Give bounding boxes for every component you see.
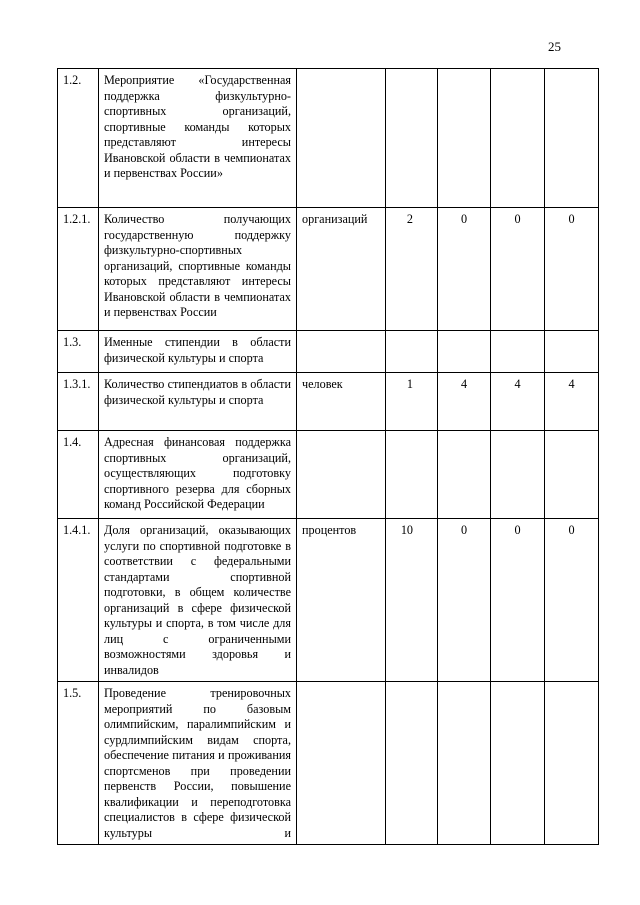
row-unit [297, 431, 386, 519]
row-name: Количество получающих государственную поддержку физкультурно-спортивных организаций, спортивные команды которых представляют интересы Ивановской области в чемпионатах и первенствах России [99, 208, 297, 331]
row-value-1 [386, 431, 438, 519]
row-number: 1.4. [58, 431, 99, 519]
table-row [58, 682, 599, 845]
row-value-4 [545, 331, 599, 373]
row-unit [297, 331, 386, 373]
row-value-2: 0 [438, 208, 491, 331]
row-value-4 [545, 431, 599, 519]
row-value-2: 4 [438, 373, 491, 431]
table-row [58, 69, 599, 208]
indicators-table [57, 68, 599, 845]
row-value-4: 4 [545, 373, 599, 431]
row-name: Именные стипендии в области физической культуры и спорта [99, 331, 297, 373]
row-name: Доля организаций, оказывающих услуги по спортивной подготовке в соответствии с федеральными стандартами спортивной подготовки, в общем количестве организаций в сфере физической культуры и спорта, в том числе для лиц с ограниченными возможностями здоровья и инвалидов [99, 519, 297, 682]
row-value-1: 1 [386, 373, 438, 431]
row-value-3 [491, 682, 545, 845]
row-unit [297, 682, 386, 845]
table-row [58, 431, 599, 519]
row-value-4: 0 [545, 208, 599, 331]
page-number: 25 [548, 39, 561, 54]
row-number: 1.2.1. [58, 208, 99, 331]
table-row [58, 208, 599, 331]
row-value-2 [438, 331, 491, 373]
row-number: 1.2. [58, 69, 99, 208]
table-row [58, 331, 599, 373]
row-unit: человек [297, 373, 386, 431]
row-value-4 [545, 682, 599, 845]
row-number: 1.3.1. [58, 373, 99, 431]
row-value-3: 4 [491, 373, 545, 431]
row-value-3: 0 [491, 208, 545, 331]
row-value-2: 0 [438, 519, 491, 682]
row-value-3: 0 [491, 519, 545, 682]
row-value-2 [438, 682, 491, 845]
row-value-2 [438, 431, 491, 519]
row-number: 1.5. [58, 682, 99, 845]
row-name: Количество стипендиатов в области физической культуры и спорта [99, 373, 297, 431]
row-unit: процентов [297, 519, 386, 682]
row-number: 1.4.1. [58, 519, 99, 682]
row-value-3 [491, 431, 545, 519]
row-value-1 [386, 331, 438, 373]
row-value-1 [386, 69, 438, 208]
row-value-1: 2 [386, 208, 438, 331]
row-value-3 [491, 331, 545, 373]
row-number: 1.3. [58, 331, 99, 373]
row-unit [297, 69, 386, 208]
table-row [58, 519, 599, 682]
row-value-4 [545, 69, 599, 208]
row-unit: организаций [297, 208, 386, 331]
row-value-1: 10 [386, 519, 438, 682]
row-value-1 [386, 682, 438, 845]
row-value-4: 0 [545, 519, 599, 682]
row-name: Адресная финансовая поддержка спортивных организаций, осуществляющих подготовку спортивного резерва для сборных команд Российской Федерации [99, 431, 297, 519]
table-row [58, 373, 599, 431]
row-value-2 [438, 69, 491, 208]
row-name: Проведение тренировочных мероприятий по базовым олимпийским, паралимпийским и сурдлимпийским видам спорта, обеспечение питания и проживания спортсменов при проведении первенств России, повышение квалификации и переподготовка специалистов в сфере физической культуры и [99, 682, 297, 845]
row-name: Мероприятие «Государственная поддержка физкультурно-спортивных организаций, спортивные команды которых представляют интересы Ивановской области в чемпионатах и первенствах России» [99, 69, 297, 208]
row-value-3 [491, 69, 545, 208]
